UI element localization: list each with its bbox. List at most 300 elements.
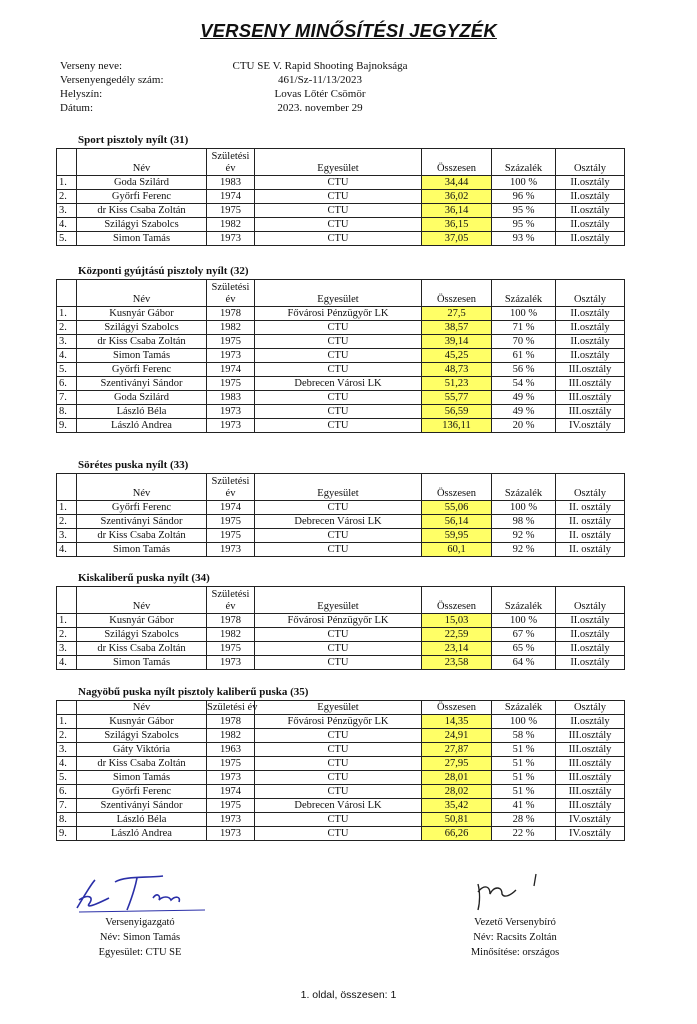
club-cell: CTU xyxy=(255,628,422,642)
table-header-row xyxy=(57,701,625,715)
name-cell: Simon Tamás xyxy=(77,656,207,670)
rank-cell: 2. xyxy=(57,628,77,642)
page-footer: 1. oldal, összesen: 1 xyxy=(300,989,397,1001)
rank-cell: 3. xyxy=(57,204,77,218)
signature-name: Név: Racsits Zoltán xyxy=(473,932,557,943)
header-birth-year xyxy=(207,701,258,715)
rank-cell: 4. xyxy=(57,218,77,232)
header-birth-year xyxy=(207,280,255,307)
header-birth-line1: Születési xyxy=(211,476,250,487)
table-row xyxy=(57,628,625,642)
percent-cell: 92 % xyxy=(492,529,556,543)
rank-cell: 9. xyxy=(57,827,77,841)
results-section xyxy=(56,265,624,433)
birth-year-cell: 1974 xyxy=(207,501,255,515)
rank-cell: 4. xyxy=(57,656,77,670)
total-cell: 34,44 xyxy=(422,176,492,190)
class-cell: II. osztály xyxy=(556,529,625,543)
percent-cell: 67 % xyxy=(492,628,556,642)
header-birth-line2: év xyxy=(247,702,258,713)
header-class: Osztály xyxy=(556,149,625,176)
name-cell: Gáty Viktória xyxy=(77,743,207,757)
birth-year-cell: 1973 xyxy=(207,813,255,827)
header-birth-year xyxy=(207,474,255,501)
table-header-row xyxy=(57,474,625,501)
info-label: Verseny neve: xyxy=(60,60,123,72)
percent-cell: 56 % xyxy=(492,363,556,377)
table-row xyxy=(57,543,625,557)
table-row xyxy=(57,785,625,799)
table-row xyxy=(57,501,625,515)
percent-cell: 54 % xyxy=(492,377,556,391)
birth-year-cell: 1975 xyxy=(207,204,255,218)
header-name: Név xyxy=(77,587,207,614)
results-section xyxy=(56,459,624,557)
class-cell: III.osztály xyxy=(556,743,625,757)
class-cell: II.osztály xyxy=(556,614,625,628)
total-cell: 22,59 xyxy=(422,628,492,642)
header-club: Egyesület xyxy=(255,280,422,307)
total-cell: 27,87 xyxy=(422,743,492,757)
table-row xyxy=(57,232,625,246)
rank-cell: 9. xyxy=(57,419,77,433)
name-cell: dr Kiss Csaba Zoltán xyxy=(77,529,207,543)
total-cell: 59,95 xyxy=(422,529,492,543)
club-cell: CTU xyxy=(255,656,422,670)
table-row xyxy=(57,799,625,813)
class-cell: II.osztály xyxy=(556,349,625,363)
header-birth-line1: Születési xyxy=(207,702,245,713)
info-value: 461/Sz-11/13/2023 xyxy=(278,74,362,86)
table-row xyxy=(57,377,625,391)
percent-cell: 100 % xyxy=(492,307,556,321)
birth-year-cell: 1975 xyxy=(207,642,255,656)
rank-cell: 1. xyxy=(57,501,77,515)
class-cell: III.osztály xyxy=(556,799,625,813)
header-rank xyxy=(57,587,77,614)
section-title: Sport pisztoly nyílt (31) xyxy=(78,134,189,146)
name-cell: dr Kiss Csaba Zoltán xyxy=(77,642,207,656)
percent-cell: 100 % xyxy=(492,614,556,628)
total-cell: 55,06 xyxy=(422,501,492,515)
name-cell: Kusnyár Gábor xyxy=(77,307,207,321)
header-rank xyxy=(57,149,77,176)
rank-cell: 2. xyxy=(57,190,77,204)
rank-cell: 6. xyxy=(57,377,77,391)
header-rank xyxy=(57,280,77,307)
total-cell: 39,14 xyxy=(422,335,492,349)
total-cell: 48,73 xyxy=(422,363,492,377)
header-club: Egyesület xyxy=(255,149,422,176)
header-birth-line1: Születési xyxy=(211,282,250,293)
table-row xyxy=(57,391,625,405)
club-cell: CTU xyxy=(255,335,422,349)
table-row xyxy=(57,743,625,757)
total-cell: 23,14 xyxy=(422,642,492,656)
club-cell: CTU xyxy=(255,349,422,363)
class-cell: IV.osztály xyxy=(556,813,625,827)
header-total: Összesen xyxy=(422,701,492,715)
rank-cell: 7. xyxy=(57,391,77,405)
rank-cell: 3. xyxy=(57,642,77,656)
info-label: Helyszín: xyxy=(60,88,103,100)
class-cell: II.osztály xyxy=(556,204,625,218)
birth-year-cell: 1973 xyxy=(207,543,255,557)
club-cell: CTU xyxy=(255,501,422,515)
table-header-row xyxy=(57,587,625,614)
rank-cell: 6. xyxy=(57,785,77,799)
club-cell: CTU xyxy=(255,771,422,785)
percent-cell: 92 % xyxy=(492,543,556,557)
header-birth-line2: év xyxy=(225,294,236,305)
birth-year-cell: 1983 xyxy=(207,176,255,190)
header-total: Összesen xyxy=(422,474,492,501)
class-cell: II. osztály xyxy=(556,501,625,515)
club-cell: CTU xyxy=(255,232,422,246)
header-rank xyxy=(57,474,77,501)
birth-year-cell: 1963 xyxy=(207,743,255,757)
percent-cell: 58 % xyxy=(492,729,556,743)
rank-cell: 3. xyxy=(57,529,77,543)
class-cell: II.osztály xyxy=(556,656,625,670)
table-row xyxy=(57,176,625,190)
table-row xyxy=(57,529,625,543)
total-cell: 60,1 xyxy=(422,543,492,557)
header-birth-line1: Születési xyxy=(211,589,250,600)
birth-year-cell: 1975 xyxy=(207,799,255,813)
header-class: Osztály xyxy=(556,474,625,501)
name-cell: Simon Tamás xyxy=(77,349,207,363)
class-cell: III.osztály xyxy=(556,405,625,419)
total-cell: 136,11 xyxy=(422,419,492,433)
name-cell: dr Kiss Csaba Zoltán xyxy=(77,335,207,349)
class-cell: II.osztály xyxy=(556,218,625,232)
birth-year-cell: 1982 xyxy=(207,321,255,335)
document-title: VERSENY MINŐSÍTÉSI JEGYZÉK xyxy=(200,20,497,41)
club-cell: CTU xyxy=(255,391,422,405)
name-cell: Kusnyár Gábor xyxy=(77,614,207,628)
rank-cell: 4. xyxy=(57,543,77,557)
total-cell: 36,14 xyxy=(422,204,492,218)
rank-cell: 2. xyxy=(57,321,77,335)
percent-cell: 100 % xyxy=(492,715,556,729)
table-row xyxy=(57,715,625,729)
name-cell: Győrfi Ferenc xyxy=(77,190,207,204)
rank-cell: 5. xyxy=(57,771,77,785)
total-cell: 50,81 xyxy=(422,813,492,827)
rank-cell: 1. xyxy=(57,614,77,628)
table-row xyxy=(57,349,625,363)
club-cell: CTU xyxy=(255,813,422,827)
club-cell: CTU xyxy=(255,827,422,841)
percent-cell: 96 % xyxy=(492,190,556,204)
total-cell: 37,05 xyxy=(422,232,492,246)
birth-year-cell: 1975 xyxy=(207,757,255,771)
birth-year-cell: 1975 xyxy=(207,335,255,349)
class-cell: III.osztály xyxy=(556,785,625,799)
club-cell: Debrecen Városi LK xyxy=(255,799,422,813)
club-cell: CTU xyxy=(255,363,422,377)
class-cell: II.osztály xyxy=(556,628,625,642)
name-cell: Simon Tamás xyxy=(77,771,207,785)
rank-cell: 5. xyxy=(57,232,77,246)
signature-block-director xyxy=(65,870,215,960)
name-cell: Goda Szilárd xyxy=(77,391,207,405)
club-cell: CTU xyxy=(255,529,422,543)
header-birth-line2: év xyxy=(225,601,236,612)
club-cell: CTU xyxy=(255,405,422,419)
club-cell: CTU xyxy=(255,204,422,218)
rank-cell: 8. xyxy=(57,813,77,827)
header-club: Egyesület xyxy=(255,587,422,614)
name-cell: Simon Tamás xyxy=(77,543,207,557)
total-cell: 51,23 xyxy=(422,377,492,391)
table-row xyxy=(57,363,625,377)
header-class: Osztály xyxy=(556,701,625,715)
percent-cell: 98 % xyxy=(492,515,556,529)
percent-cell: 22 % xyxy=(492,827,556,841)
table-row xyxy=(57,813,625,827)
header-name: Név xyxy=(77,149,207,176)
club-cell: CTU xyxy=(255,642,422,656)
info-label: Dátum: xyxy=(60,102,93,114)
class-cell: III.osztály xyxy=(556,771,625,785)
results-table xyxy=(56,586,625,670)
total-cell: 35,42 xyxy=(422,799,492,813)
class-cell: IV.osztály xyxy=(556,419,625,433)
signature-image-judge xyxy=(450,870,580,915)
name-cell: László Andrea xyxy=(77,419,207,433)
results-table xyxy=(56,700,625,841)
section-title: Kiskaliberű puska nyílt (34) xyxy=(78,572,210,584)
rank-cell: 4. xyxy=(57,349,77,363)
birth-year-cell: 1973 xyxy=(207,771,255,785)
table-row xyxy=(57,218,625,232)
signature-club: Egyesület: CTU SE xyxy=(98,947,182,958)
percent-cell: 64 % xyxy=(492,656,556,670)
header-total: Összesen xyxy=(422,587,492,614)
name-cell: Győrfi Ferenc xyxy=(77,363,207,377)
class-cell: II. osztály xyxy=(556,515,625,529)
header-percent: Százalék xyxy=(492,149,556,176)
club-cell: Fővárosi Pénzügyőr LK xyxy=(255,614,422,628)
rank-cell: 3. xyxy=(57,335,77,349)
name-cell: László Béla xyxy=(77,405,207,419)
info-row-location xyxy=(60,88,620,102)
total-cell: 55,77 xyxy=(422,391,492,405)
header-name: Név xyxy=(77,280,207,307)
total-cell: 38,57 xyxy=(422,321,492,335)
class-cell: II.osztály xyxy=(556,715,625,729)
competition-info xyxy=(60,60,620,116)
signature-rank: Minősítése: országos xyxy=(470,947,560,958)
class-cell: III.osztály xyxy=(556,377,625,391)
club-cell: CTU xyxy=(255,757,422,771)
percent-cell: 100 % xyxy=(492,501,556,515)
percent-cell: 51 % xyxy=(492,771,556,785)
table-row xyxy=(57,204,625,218)
name-cell: Szilágyi Szabolcs xyxy=(77,218,207,232)
info-value: 2023. november 29 xyxy=(277,102,363,114)
total-cell: 45,25 xyxy=(422,349,492,363)
total-cell: 36,02 xyxy=(422,190,492,204)
results-table xyxy=(56,473,625,557)
rank-cell: 4. xyxy=(57,757,77,771)
birth-year-cell: 1978 xyxy=(207,307,255,321)
rank-cell: 2. xyxy=(57,515,77,529)
results-section xyxy=(56,686,624,841)
header-birth-year xyxy=(207,587,255,614)
header-total: Összesen xyxy=(422,149,492,176)
club-cell: CTU xyxy=(255,785,422,799)
results-section xyxy=(56,572,624,670)
class-cell: II.osztály xyxy=(556,321,625,335)
percent-cell: 100 % xyxy=(492,176,556,190)
class-cell: II.osztály xyxy=(556,335,625,349)
birth-year-cell: 1973 xyxy=(207,827,255,841)
rank-cell: 2. xyxy=(57,729,77,743)
results-table xyxy=(56,148,625,246)
birth-year-cell: 1978 xyxy=(207,614,255,628)
table-header-row xyxy=(57,149,625,176)
total-cell: 23,58 xyxy=(422,656,492,670)
birth-year-cell: 1974 xyxy=(207,190,255,204)
table-row xyxy=(57,757,625,771)
section-title: Sörétes puska nyílt (33) xyxy=(78,459,189,471)
club-cell: CTU xyxy=(255,218,422,232)
birth-year-cell: 1975 xyxy=(207,377,255,391)
name-cell: Goda Szilárd xyxy=(77,176,207,190)
total-cell: 56,59 xyxy=(422,405,492,419)
name-cell: Szilágyi Szabolcs xyxy=(77,729,207,743)
birth-year-cell: 1973 xyxy=(207,349,255,363)
info-row-name xyxy=(60,60,620,74)
percent-cell: 49 % xyxy=(492,405,556,419)
club-cell: Fővárosi Pénzügyőr LK xyxy=(255,307,422,321)
class-cell: II.osztály xyxy=(556,307,625,321)
class-cell: II. osztály xyxy=(556,543,625,557)
table-row xyxy=(57,515,625,529)
table-row xyxy=(57,190,625,204)
total-cell: 27,95 xyxy=(422,757,492,771)
total-cell: 36,15 xyxy=(422,218,492,232)
percent-cell: 41 % xyxy=(492,799,556,813)
signature-image-director xyxy=(65,870,215,915)
name-cell: Szentiványi Sándor xyxy=(77,515,207,529)
birth-year-cell: 1978 xyxy=(207,715,255,729)
total-cell: 14,35 xyxy=(422,715,492,729)
table-row xyxy=(57,335,625,349)
percent-cell: 65 % xyxy=(492,642,556,656)
name-cell: Szilágyi Szabolcs xyxy=(77,628,207,642)
table-row xyxy=(57,321,625,335)
total-cell: 28,01 xyxy=(422,771,492,785)
name-cell: dr Kiss Csaba Zoltán xyxy=(77,204,207,218)
header-class: Osztály xyxy=(556,280,625,307)
header-percent: Százalék xyxy=(492,280,556,307)
name-cell: László Béla xyxy=(77,813,207,827)
percent-cell: 95 % xyxy=(492,218,556,232)
header-birth-year xyxy=(207,149,255,176)
info-label: Versenyengedély szám: xyxy=(60,74,164,86)
name-cell: Szentiványi Sándor xyxy=(77,377,207,391)
rank-cell: 7. xyxy=(57,799,77,813)
name-cell: Győrfi Ferenc xyxy=(77,785,207,799)
percent-cell: 95 % xyxy=(492,204,556,218)
club-cell: CTU xyxy=(255,743,422,757)
class-cell: II.osztály xyxy=(556,642,625,656)
name-cell: Szilágyi Szabolcs xyxy=(77,321,207,335)
class-cell: III.osztály xyxy=(556,757,625,771)
table-row xyxy=(57,614,625,628)
total-cell: 27,5 xyxy=(422,307,492,321)
percent-cell: 49 % xyxy=(492,391,556,405)
club-cell: CTU xyxy=(255,190,422,204)
percent-cell: 28 % xyxy=(492,813,556,827)
signature-role: Vezető Versenybíró xyxy=(474,917,556,928)
results-table xyxy=(56,279,625,433)
header-club: Egyesület xyxy=(255,701,422,715)
table-row xyxy=(57,405,625,419)
header-percent: Százalék xyxy=(492,701,556,715)
header-name: Név xyxy=(77,474,207,501)
rank-cell: 1. xyxy=(57,715,77,729)
name-cell: Szentiványi Sándor xyxy=(77,799,207,813)
birth-year-cell: 1974 xyxy=(207,785,255,799)
club-cell: CTU xyxy=(255,321,422,335)
birth-year-cell: 1974 xyxy=(207,363,255,377)
birth-year-cell: 1973 xyxy=(207,232,255,246)
header-birth-line1: Születési xyxy=(211,151,250,162)
club-cell: CTU xyxy=(255,729,422,743)
signature-block-judge xyxy=(450,870,580,960)
class-cell: IV.osztály xyxy=(556,827,625,841)
total-cell: 56,14 xyxy=(422,515,492,529)
class-cell: II.osztály xyxy=(556,190,625,204)
header-name: Név xyxy=(77,701,207,715)
birth-year-cell: 1973 xyxy=(207,656,255,670)
header-rank xyxy=(57,701,77,715)
info-row-date xyxy=(60,102,620,116)
total-cell: 24,91 xyxy=(422,729,492,743)
club-cell: CTU xyxy=(255,419,422,433)
birth-year-cell: 1975 xyxy=(207,515,255,529)
club-cell: Fővárosi Pénzügyőr LK xyxy=(255,715,422,729)
birth-year-cell: 1982 xyxy=(207,628,255,642)
birth-year-cell: 1973 xyxy=(207,405,255,419)
table-row xyxy=(57,307,625,321)
class-cell: II.osztály xyxy=(556,176,625,190)
header-class: Osztály xyxy=(556,587,625,614)
header-total: Összesen xyxy=(422,280,492,307)
class-cell: III.osztály xyxy=(556,391,625,405)
club-cell: Debrecen Városi LK xyxy=(255,377,422,391)
header-percent: Százalék xyxy=(492,587,556,614)
results-section xyxy=(56,134,624,246)
name-cell: Simon Tamás xyxy=(77,232,207,246)
section-title: Nagyöbű puska nyílt pisztoly kaliberű puska (35) xyxy=(78,686,309,698)
rank-cell: 3. xyxy=(57,743,77,757)
percent-cell: 93 % xyxy=(492,232,556,246)
info-value: CTU SE V. Rapid Shooting Bajnoksága xyxy=(232,60,408,72)
name-cell: dr Kiss Csaba Zoltán xyxy=(77,757,207,771)
percent-cell: 20 % xyxy=(492,419,556,433)
birth-year-cell: 1982 xyxy=(207,729,255,743)
header-club: Egyesület xyxy=(255,474,422,501)
percent-cell: 51 % xyxy=(492,757,556,771)
birth-year-cell: 1973 xyxy=(207,419,255,433)
club-cell: Debrecen Városi LK xyxy=(255,515,422,529)
